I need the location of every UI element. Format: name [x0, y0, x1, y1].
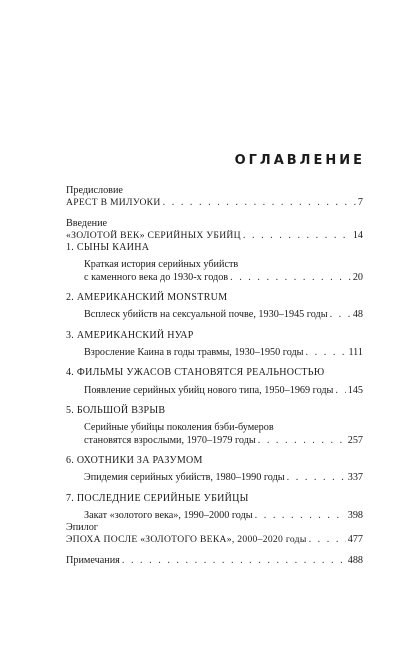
entry-line — [66, 230, 363, 242]
entry-label: Введение — [66, 217, 108, 229]
entry-title: АРЕСТ В МИЛУОКИ — [66, 197, 161, 209]
toc-entry-preface[interactable] — [66, 185, 363, 209]
chapter-subtitle — [66, 422, 363, 446]
page-number: 14 — [352, 229, 363, 241]
dot-leader — [335, 385, 345, 397]
chapter-subtitle — [66, 472, 363, 484]
toc-entry-chapter-1[interactable] — [66, 242, 363, 284]
subtitle-line: Серийные убийцы поколения бэби-бумеров — [84, 422, 274, 434]
entry-label: Эпилог — [66, 522, 98, 534]
toc-entry-chapter-5[interactable] — [66, 405, 363, 447]
dot-leader — [163, 197, 356, 209]
chapter-title: 2. АМЕРИКАНСКИЙ MONSTRUM — [66, 292, 228, 304]
page-number: 7 — [357, 197, 363, 209]
dot-leader — [243, 230, 351, 242]
chapter-subtitle — [66, 259, 363, 283]
dot-leader — [258, 435, 346, 447]
subtitle-line: с каменного века до 1930-х годов — [84, 271, 229, 283]
subtitle-line: становятся взрослыми, 1970–1979 годы — [84, 434, 256, 446]
entry-label: Предисловие — [66, 185, 123, 196]
dot-leader — [122, 555, 346, 567]
entry-line — [84, 309, 363, 321]
page-number: 337 — [347, 472, 363, 484]
toc-entry-chapter-7[interactable] — [66, 493, 363, 522]
entry-line — [84, 347, 363, 359]
entry-line — [66, 534, 363, 546]
chapter-subtitle — [66, 510, 363, 522]
toc-entry-chapter-3[interactable] — [66, 330, 363, 359]
toc-entry-chapter-6[interactable] — [66, 455, 363, 484]
entry-title: ЭПОХА ПОСЛЕ «ЗОЛОТОГО ВЕКА», 2000–2020 годы — [66, 534, 307, 546]
dot-leader — [287, 472, 346, 484]
chapter-list — [66, 242, 363, 522]
page-number: 145 — [347, 384, 363, 396]
page-number: 398 — [347, 509, 363, 521]
toc-entry-chapter-4[interactable] — [66, 367, 363, 396]
subtitle-line: Эпидемия серийных убийств, 1980–1990 годы — [84, 472, 285, 484]
chapter-subtitle — [66, 385, 363, 397]
toc-entry-intro[interactable] — [66, 218, 363, 242]
page-title: ОГЛАВЛЕНИЕ — [234, 153, 365, 168]
entry-line — [84, 272, 363, 284]
page-number: 488 — [347, 554, 363, 566]
dot-leader — [306, 347, 347, 359]
subtitle-line: Всплеск убийств на сексуальной почве, 1930–1945 годы — [84, 309, 328, 321]
chapter-title: 6. ОХОТНИКИ ЗА РАЗУМОМ — [66, 455, 203, 467]
toc-entry-epilogue[interactable] — [66, 522, 363, 546]
entry-line — [84, 472, 363, 484]
subtitle-line: Взросление Каина в годы травмы, 1930–1950 годы — [84, 346, 304, 358]
entry-line — [84, 435, 363, 447]
page-number: 257 — [347, 434, 363, 446]
dot-leader — [309, 534, 346, 546]
chapter-subtitle — [66, 347, 363, 359]
chapter-title: 3. АМЕРИКАНСКИЙ НУАР — [66, 329, 194, 341]
subtitle-line: Закат «золотого века», 1990–2000 годы — [84, 509, 253, 521]
chapter-title: 7. ПОСЛЕДНИЕ СЕРИЙНЫЕ УБИЙЦЫ — [66, 492, 249, 504]
entry-line — [66, 197, 363, 209]
page-number: 48 — [352, 309, 363, 321]
page-number: 20 — [352, 271, 363, 283]
toc-entry-chapter-2[interactable] — [66, 292, 363, 321]
table-of-contents — [66, 153, 363, 567]
entry-title: Примечания — [66, 554, 120, 566]
page-number: 477 — [347, 534, 363, 546]
entry-line — [84, 510, 363, 522]
chapter-title: 5. БОЛЬШОЙ ВЗРЫВ — [66, 405, 166, 417]
dot-leader — [230, 272, 351, 284]
page-number: 111 — [348, 346, 363, 358]
dot-leader — [255, 510, 346, 522]
entry-line — [66, 555, 363, 567]
dot-leader — [330, 309, 351, 321]
subtitle-line: Появление серийных убийц нового типа, 1950–1969 годы — [84, 384, 334, 396]
chapter-title: 4. ФИЛЬМЫ УЖАСОВ СТАНОВЯТСЯ РЕАЛЬНОСТЬЮ — [66, 367, 325, 379]
entry-line — [84, 385, 363, 397]
subtitle-line: Краткая история серийных убийств — [84, 259, 239, 271]
chapter-title: 1. СЫНЫ КАИНА — [66, 242, 150, 254]
toc-entry-notes[interactable] — [66, 555, 363, 567]
chapter-subtitle — [66, 309, 363, 321]
entry-title: «ЗОЛОТОЙ ВЕК» СЕРИЙНЫХ УБИЙЦ — [66, 229, 241, 241]
